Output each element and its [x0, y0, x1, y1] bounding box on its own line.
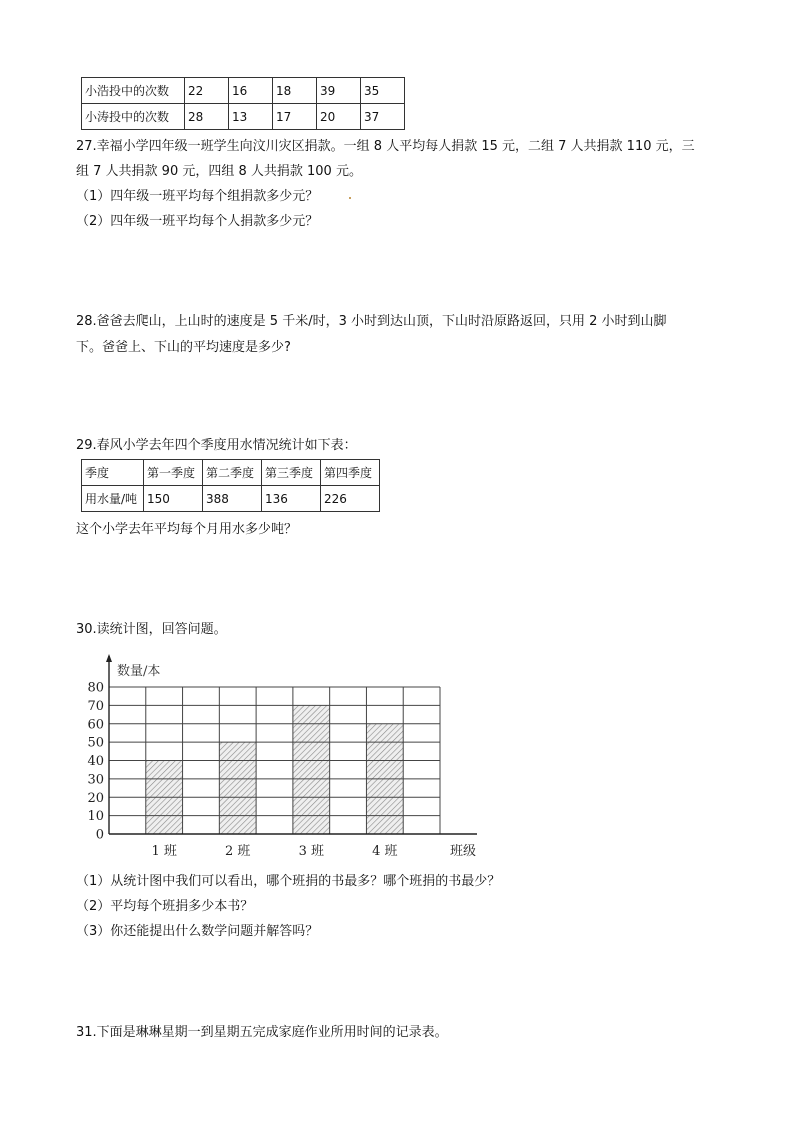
table-row	[82, 460, 380, 486]
table-header: 季度	[82, 460, 144, 486]
table-header: 第一季度	[144, 460, 203, 486]
y-tick-label: 10	[87, 809, 104, 825]
x-tick-label: 2 班	[225, 844, 251, 859]
q29-title: 29.春风小学去年四个季度用水情况统计如下表：	[76, 438, 357, 453]
table-cell: 18	[273, 78, 317, 104]
q27-sub1: （1）四年级一班平均每个组捐款多少元？	[76, 189, 319, 204]
table-cell: 35	[361, 78, 405, 104]
table-header: 第四季度	[321, 460, 380, 486]
table-header: 第二季度	[203, 460, 262, 486]
row-label: 用水量/吨	[82, 486, 144, 512]
bar	[293, 705, 330, 834]
q29-question: 这个小学去年平均每个月用水多少吨？	[76, 522, 298, 537]
table-cell: 16	[229, 78, 273, 104]
row-label: 小涛投中的次数	[82, 104, 185, 130]
x-axis-label: 班级	[449, 844, 477, 859]
q27-line2: 组 7 人共捐款 90 元，四组 8 人共捐款 100 元。	[76, 164, 362, 179]
y-tick-label: 50	[87, 735, 104, 751]
y-tick-label: 20	[87, 790, 104, 806]
table-cell: 28	[185, 104, 229, 130]
table-cell: 150	[144, 486, 203, 512]
row-label: 小浩投中的次数	[82, 78, 185, 104]
y-tick-label: 70	[87, 698, 104, 714]
shooting-table	[81, 77, 405, 130]
stray-mark	[349, 197, 351, 199]
y-tick-label: 40	[87, 754, 104, 769]
table-cell: 37	[361, 104, 405, 130]
table-header: 第三季度	[262, 460, 321, 486]
y-tick-label: 80	[87, 680, 104, 696]
table-row	[82, 78, 405, 104]
table-cell: 22	[185, 78, 229, 104]
y-tick-label: 30	[87, 772, 104, 788]
water-usage-table	[81, 459, 380, 512]
q27-line1: 27.幸福小学四年级一班学生向汶川灾区捐款。一组 8 人平均每人捐款 15 元，二组 7 人共捐款 110 元，三	[76, 139, 695, 154]
table-cell: 20	[317, 104, 361, 130]
y-tick-label: 60	[87, 717, 104, 733]
q30-sub1: （1）从统计图中我们可以看出，哪个班捐的书最多？哪个班捐的书最少？	[76, 874, 501, 889]
x-tick-label: 1 班	[151, 844, 177, 859]
q27-sub2: （2）四年级一班平均每个人捐款多少元？	[76, 214, 319, 229]
q30-sub2: （2）平均每个班捐多少本书？	[76, 899, 254, 914]
table-cell: 13	[229, 104, 273, 130]
q30-sub3: （3）你还能提出什么数学问题并解答吗？	[76, 924, 319, 939]
x-tick-label: 4 班	[372, 844, 398, 859]
table-row	[82, 104, 405, 130]
table-cell: 17	[273, 104, 317, 130]
table-cell: 226	[321, 486, 380, 512]
y-axis-label: 数量/本	[117, 664, 161, 679]
bar	[219, 742, 256, 834]
x-tick-label: 3 班	[298, 844, 324, 859]
table-row	[82, 486, 380, 512]
y-tick-label: 0	[95, 827, 104, 843]
q28-line2: 下。爸爸上、下山的平均速度是多少?	[76, 340, 291, 355]
bar-chart	[82, 650, 502, 865]
q30-title: 30.读统计图，回答问题。	[76, 622, 227, 637]
table-cell: 39	[317, 78, 361, 104]
q31-title: 31.下面是琳琳星期一到星期五完成家庭作业所用时间的记录表。	[76, 1025, 448, 1040]
table-cell: 388	[203, 486, 262, 512]
y-axis-arrow	[106, 654, 112, 662]
q28-line1: 28.爸爸去爬山，上山时的速度是 5 千米/时，3 小时到达山顶，下山时沿原路返回，只用 2 小时到山脚	[76, 314, 667, 329]
table-cell: 136	[262, 486, 321, 512]
